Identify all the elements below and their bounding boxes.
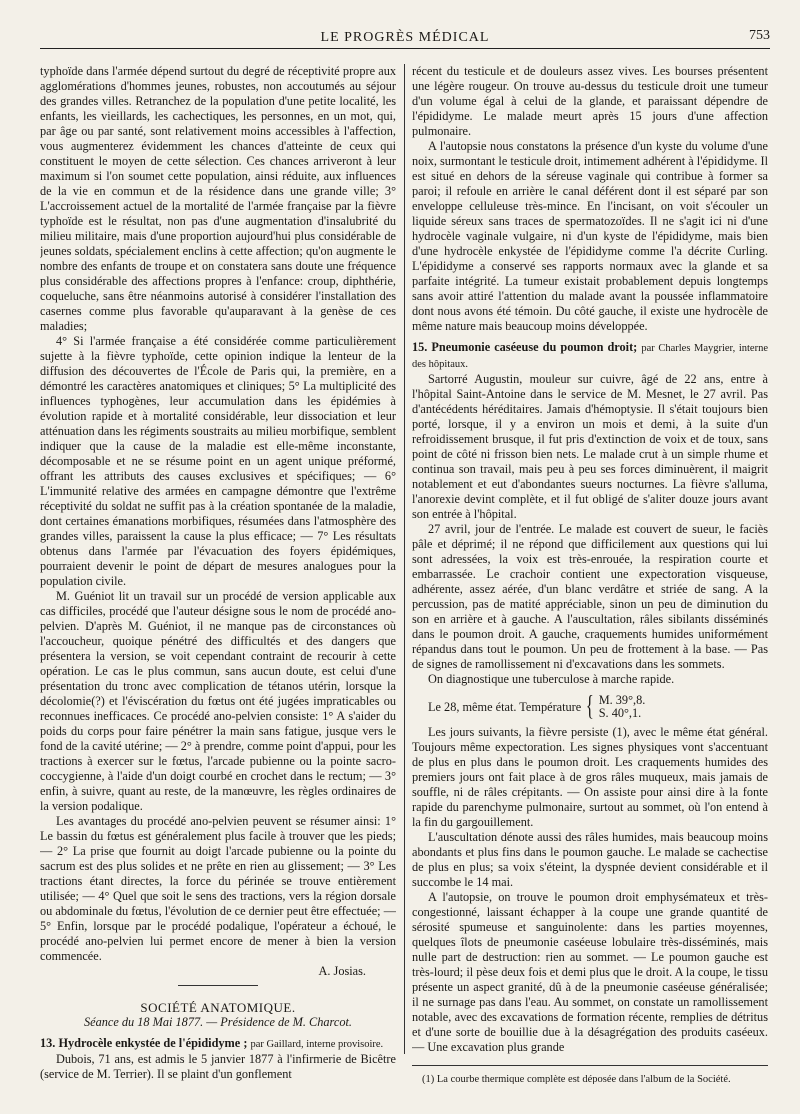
page-number: 753 — [749, 28, 770, 43]
paragraph: typhoïde dans l'armée dépend surtout du degré de réceptivité propre aux agglomérations d'hommes jeunes, robustes, non accoutumés au séjour des grandes villes. Retranchez de la population d'une petite localité, les enfants, les vieillards, les cachectiques, les personnes, en un mot, qui, par âge ou par santé, sont relativement moins accessibles à l'affection, vous augmenterez évidemment les chances d'atteinte de ceux qui constituent le moyen de cette sélection. Ces chances arriveront à leur maximum si l'on soumet cette population, ainsi réduite, aux influences de la vie en commun et de la résidence dans une grande ville; 3° L'accroissement actuel de la mortalité de l'armée française par la fièvre typhoïde est le résultat, non pas d'une augmentation d'insalubrité du milieu militaire, mais d'une proportion aujourd'hui plus considérable de jeunes soldats, spécialement enclins à cette affection; qu'on augmente le nombre des enfants de troupe et on constatera sans doute une fréquence plus considérable des affections propres à l'enfance: croup, diphthérie, coqueluche, sans être néanmoins autorisé à considérer l'installation des casernes comme plus favorable qu'auparavant à la genèse de ces maladies; — [40, 64, 396, 333]
paragraph: L'auscultation dénote aussi des râles humides, mais beaucoup moins abondants et plus fins dans le poumon gauche. Le malade se cachectise de plus en plus; sa voix s'éteint, la dyspnée devient considérable et il succombe le 14 mai. — [412, 830, 768, 889]
page-header — [40, 26, 770, 49]
case-title: 15. Pneumonie caséeuse du poumon droit; — [412, 340, 638, 354]
paragraph: Sartorré Augustin, mouleur sur cuivre, âgé de 22 ans, entre à l'hôpital Saint-Antoine dans le service de M. Mesnet, le 27 avril. Pas d'antécédents héréditaires. Jamais d'hémoptysie. Il s'était toujours bien porté, lorsque, il y a environ un mois et demi, à la suite d'un refroidissement brusque, il fut pris d'extinction de voix et de toux, sans point de côté ni frisson bien nets. Le malade crut à un simple rhume et continua son travail, mais peu à peu ses forces diminuèrent, il maigrit notablement et eut d'abondantes sueurs nocturnes. La fièvre s'alluma, l'anorexie devint complète, et il fut obligé de s'aliter douze jours avant son entrée à l'hôpital. — [412, 372, 768, 521]
case-heading — [412, 340, 768, 372]
case-author: par Gaillard, interne provisoire. — [250, 1039, 384, 1050]
column-divider — [404, 64, 405, 1054]
temperature-label: Le 28, même état. Température — [428, 699, 582, 714]
section-title: SOCIÉTÉ ANATOMIQUE. — [140, 1000, 296, 1015]
right-column — [412, 64, 768, 1084]
paragraph: Les avantages du procédé ano-pelvien peuvent se résumer ainsi: 1° Le bassin du fœtus est généralement plus facile à trouver que les pieds; — 2° La prise que fournit au doigt l'arcade pubienne ou la pointe du sacrum est des plus solides et ne prête en rien au glissement; — 3° Les tractions étant directes, la force du périnée se trouve entièrement utilisée; — 4° Quel que soit le sens des tractions, vers la région dorsale ou abdominale du fœtus, l'évolution de ce dernier peut être effectuée; — 5° Enfin, lorsque par le procédé podalique, l'opérateur a échoué, le procédé ano-pelvien lui permet encore de mener à bien la version commencée. — [40, 814, 396, 963]
paragraph: 4° Si l'armée française a été considérée comme particulièrement sujette à la fièvre typhoïde, cette opinion indique la lenteur de la diffusion des découvertes de l'École de Paris qui, la première, en a démontré les caractères anatomiques et cliniques; 5° La multiplicité des influences typhogènes, leur accumulation dans les épidémies à évolution rapide et à mortalité considérable, leur dissociation et leur atténuation dans les régiments soustraits au milieu morbifique, semblent indiquer que la cause de la maladie est elle-même inconstante, décomposable et ne se résume point en un agent unique préformé, offrant les attributs des causes exclusives et spécifiques; — 6° L'immunité relative des armées en campagne démontre que l'extrême réceptivité du soldat ne suffit pas à la création spontanée de la maladie, dont certaines émanations morbifiques, résumées dans l'atmosphère des grandes villes, paraissent la cause la plus efficace; — 7° Les résultats obtenus dans l'armée par l'évacuation des foyers épidémiques, pourraient devenir le point de départ de mesures analogues pour la population civile. — [40, 334, 396, 588]
temperature-morning: M. 39°,8. — [598, 693, 646, 707]
case-title: 13. Hydrocèle enkystée de l'épididyme ; — [40, 1036, 248, 1050]
paragraph: A l'autopsie nous constatons la présence d'un kyste du volume d'une noix, surmontant le testicule droit, intimement adhérent à l'épididyme. Il est situé en dehors de la séreuse vaginale qui contribue à former sa paroi; il refoule en arrière le canal déférent dont il est séparé par son enveloppe celluleuse très-mince. En l'incisant, on voit s'écouler un liquide séreux sans traces de spermatozoïdes. Il ne s'agit ici ni d'une hydrocèle vaginale vulgaire, ni d'un kyste de l'épididyme, mais bien d'une hydrocèle enkystée de l'épididyme comme l'a décrite Curling. L'épididyme a conservé ses rapports normaux avec la glande et sa parfaite intégrité. La tumeur existait probablement depuis longtemps sans avoir attiré l'attention du malade avant la poussée inflammatoire dont nous avons été témoin. Du côté gauche, il existe une hydrocèle de même nature mais beaucoup moins développée. — [412, 139, 768, 333]
journal-title: LE PROGRÈS MÉDICAL — [320, 30, 490, 45]
signature: A. Josias. — [318, 964, 366, 978]
footnote-rule — [412, 1065, 768, 1066]
brace: { — [585, 691, 595, 722]
paragraph: Les jours suivants, la fièvre persiste (1), avec le même état général. Toujours même expectoration. Les signes physiques vont s'accentuant de plus en plus dans le poumon droit. Les craquements humides des premiers jours ont fait place à de gros râles muqueux, mais jamais de souffle, ni de râles crépitants. — On assiste pour ainsi dire à la fonte rapide du parenchyme pulmonaire, surtout au sommet, où l'on entend à la fin du gargouillement. — [412, 725, 768, 829]
paragraph: M. Guéniot lit un travail sur un procédé de version applicable aux cas difficiles, procédé que l'auteur désigne sous le nom de procédé ano-pelvien. D'après M. Guéniot, il ne manque pas de circonstances où l'accoucheur, quoique pénétré des difficultés et des dangers que présentera la version, se voit cependant contraint de recourir à cette opération. Le cas le plus commun, sans aucun doute, est celui d'une présentation du tronc avec complication de tétanos utérin, lorsque la décolomie(?) et l'éviscération du fœtus ont été jugées impraticables ou reconnues inefficaces. Ce procédé ano-pelvien consiste: 1° A s'aider du poids du corps pour faire pénétrer la main sans fatigue, jusque vers le fond de la cavité utérine; — 2° à prendre, comme point d'appui, pour les tractions à exercer sur le fœtus, l'arcade pubienne ou la pointe sacro-coccygienne, à l'aide d'un doigt courbé en crochet dans le rectum; — 3° enfin, à suivre, quant au reste, de la manœuvre, les règles ordinaires de la version podalique. — [40, 589, 396, 813]
section-rule — [178, 985, 258, 986]
footnote: (1) La courbe thermique complète est déposée dans l'album de la Société. — [422, 1074, 731, 1084]
case-heading — [40, 1036, 396, 1052]
left-column — [40, 64, 396, 1084]
paragraph: A l'autopsie, on trouve le poumon droit emphysémateux et très-congestionné, laissant échapper à la coupe une grande quantité de sérosité spumeuse et sanguinolente: dans les parties moyennes, quelques îlots de pneumonie caséeuse lobulaire très-disséminés, mais nulle part de destruction: rien au sommet. — Le poumon gauche est très-lourd; il pèse deux fois et demi plus que le droit. A la coupe, le tissu présente un aspect granité, dû à de la pneumonie caséeuse généralisée; il ne surnage pas dans l'eau. Au sommet, on constate un ramollissement notable, avec des excavations de formation récente, remplies de détritus et d'une sorte de bouillie due à la désagrégation des produits caséeux. — Une excavation plus grande — [412, 890, 768, 1054]
paragraph: Dubois, 71 ans, est admis le 5 janvier 1877 à l'infirmerie de Bicêtre (service de M. Terrier). Il se plaint d'un gonflement — [40, 1052, 396, 1081]
temperature-values — [599, 694, 646, 720]
paragraph: On diagnostique une tuberculose à marche rapide. — [428, 672, 675, 686]
case-author: par Charles Maygrier, interne des hôpitaux. — [412, 343, 768, 370]
paragraph: récent du testicule et de douleurs assez vives. Les bourses présentent une légère rougeur. On trouve au-dessus du testicule droit une tumeur d'un volume égal à celui de la glande, et paraissant dépendre de l'épididyme. Le malade meurt après 15 jours d'une affection pulmonaire. — [412, 64, 768, 138]
paragraph: 27 avril, jour de l'entrée. Le malade est couvert de sueur, le faciès pâle et déprimé; il ne répond que difficilement aux questions qui lui sont adressées, la voix est très-enrouée, la respiration courte et embarrassée. Le crachoir contient une expectoration visqueuse, adhérente, assez aérée, d'un blanc verdâtre et striée de sang. A la percussion, pas de matité appréciable, sinon un peu de diminution du son en arrière et à gauche. A l'auscultation, râles sibilants disséminés dans le poumon droit. A gauche, craquements humides uniformément répandus dans tout le poumon. Un peu de frottement à la base. — Pas de signes de ramollissement ni d'excavations dans les sommets. — [412, 522, 768, 671]
temperature-evening: S. 40°,1. — [598, 706, 642, 720]
session-line: Séance du 18 Mai 1877. — Présidence de M. Charcot. — [84, 1015, 352, 1029]
temperature-line — [412, 693, 768, 721]
